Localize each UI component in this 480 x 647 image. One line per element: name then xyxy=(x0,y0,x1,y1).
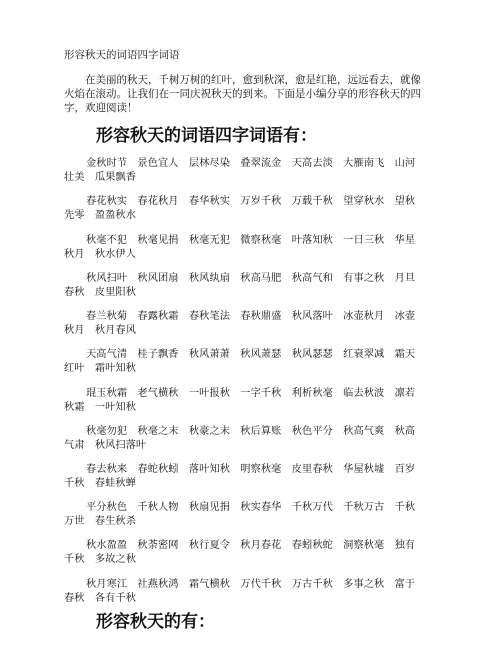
word-group-paragraph: 春兰秋菊 春露秋霜 春秋笔法 春秋鼎盛 秋风落叶 冰壶秋月 冰壶秋月 秋月春风 xyxy=(64,311,416,336)
document-title: 形容秋天的词语四字词语 xyxy=(64,49,180,61)
word-group-paragraph: 春花秋实 春花秋月 春华秋实 万岁千秋 万载千秋 望穿秋水 望秋先零 盈盈秋水 xyxy=(64,196,416,221)
word-group-paragraph: 秋风扫叶 秋风团扇 秋风纨扇 秋高马肥 秋高气和 有事之秋 月旦春秋 皮里阳秋 xyxy=(64,273,416,298)
section-heading-four-char-words: 形容秋天的词语四字词语有： xyxy=(96,126,317,146)
word-group-paragraph: 春去秋来 春蛇秋蚓 落叶知秋 明察秋毫 皮里春秋 华屋秋墟 百岁千秋 春蛙秋蝉 xyxy=(64,464,416,489)
word-group-paragraph: 平分秋色 千秋人物 秋扇见捐 秋实春华 千秋万代 千秋万古 千秋万世 春生秋杀 xyxy=(64,502,416,527)
word-group-paragraph: 秋毫勿犯 秋毫之末 秋豪之末 秋后算账 秋色平分 秋高气爽 秋高气肃 秋风扫落叶 xyxy=(64,426,416,451)
word-group-paragraph: 金秋时节 景色宜人 层林尽染 叠翠流金 天高去淡 大雁南飞 山河壮美 瓜果飘香 xyxy=(64,158,416,183)
word-group-paragraph: 琨玉秋霜 老气横秋 一叶报秋 一字千秋 利析秋毫 临去秋波 凛若秋霜 一叶知秋 xyxy=(64,388,416,413)
word-group-paragraph: 秋毫不犯 秋毫见捐 秋毫无犯 微察秋毫 叶落知秋 一日三秋 华星秋月 秋水伊人 xyxy=(64,235,416,260)
word-group-paragraph: 秋水盈盈 秋荼密网 秋行夏令 秋月春花 春蚓秋蛇 洞察秋毫 独有千秋 多故之秋 xyxy=(64,540,416,565)
word-group-paragraph: 天高气清 桂子飘香 秋风萧萧 秋风萧瑟 秋风瑟瑟 红衰翠减 霜天红叶 霜叶知秋 xyxy=(64,349,416,374)
word-group-paragraph: 秋月寒江 社燕秋鸿 霜气横秋 万代千秋 万古千秋 多事之秋 富于春秋 各有千秋 xyxy=(64,579,416,604)
section-heading-autumn: 形容秋天的有： xyxy=(96,612,215,632)
intro-paragraph: 在美丽的秋天，千树万树的红叶，愈到秋深，愈是红艳，远远看去，就像火焰在滚动。让我们在一同庆祝秋天的到来。下面是小编分享的形容秋天的四字，欢迎阅读！ xyxy=(64,74,421,114)
